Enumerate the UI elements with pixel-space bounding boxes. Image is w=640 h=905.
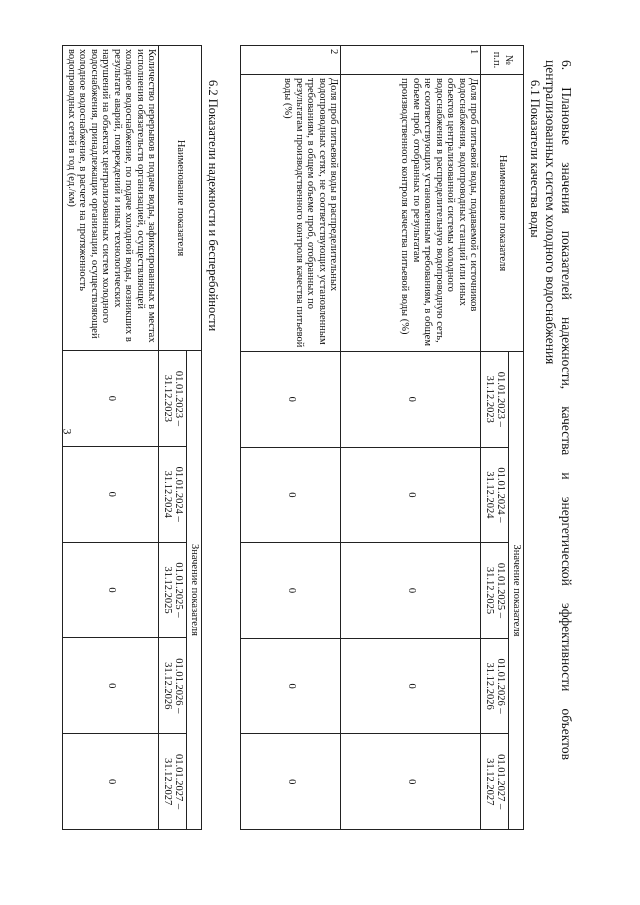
- indicator-value: 0: [241, 543, 341, 639]
- row-number: 1: [341, 46, 481, 75]
- period-header: 01.01.2027 – 31.12.2027: [481, 734, 509, 830]
- col-header-name: Наименование показателя: [159, 46, 202, 351]
- indicator-value: 0: [63, 734, 159, 830]
- table1-caption: 6.1 Показатели качества воды: [528, 80, 542, 238]
- indicator-name: Доля проб питьевой воды в распределительных водопроводных сетях, не соответствующих установленным требованиям, в общем объеме проб, отобранных по результатам производственного контроля качества питьевой воды (%): [241, 75, 341, 352]
- table-row: [63, 46, 159, 830]
- period-header: 01.01.2023 – 31.12.2023: [159, 351, 187, 447]
- col-header-value-group: Значение показателя: [187, 351, 202, 830]
- section-title: 6. Плановые значения показателей надежности, качества и энергетической эффективности объектов: [559, 60, 574, 760]
- indicator-value: 0: [241, 447, 341, 543]
- indicator-value: 0: [341, 352, 481, 448]
- period-header: 01.01.2026 – 31.12.2026: [159, 638, 187, 734]
- col-header-number: № п.п.: [481, 46, 524, 75]
- indicator-value: 0: [63, 351, 159, 447]
- indicator-value: 0: [241, 638, 341, 734]
- indicator-name: Количество перерывов в подаче воды, зафиксированных в местах исполнения обязательств организацией, осуществляющей холодное водоснабжение, по подаче холодной воды, возникших в результате аварий, повреждений и иных технологических нарушений на объектах централизованных систем холодного водоснабжения, принадлежащих организации, осуществляющей холодное водоснабжение, в расчете на протяженность водопроводных сетей в год (ед./км): [63, 46, 159, 351]
- col-header-name: Наименование показателя: [481, 75, 524, 352]
- rotated-page-content: [66, 0, 600, 870]
- indicator-value: 0: [63, 638, 159, 734]
- indicator-value: 0: [241, 352, 341, 448]
- period-header: 01.01.2023 – 31.12.2023: [481, 352, 509, 448]
- reliability-table: [63, 45, 203, 830]
- period-header: 01.01.2025 – 31.12.2025: [159, 542, 187, 638]
- page-number: 3: [60, 428, 75, 435]
- row-number: 2: [241, 46, 341, 75]
- indicator-value: 0: [341, 447, 481, 543]
- table2-caption: 6.2 Показатели надежности и бесперебойности: [206, 80, 220, 332]
- indicator-value: 0: [63, 446, 159, 542]
- section-title-continued: централизованных систем холодного водоснабжения: [543, 60, 558, 365]
- period-header: 01.01.2025 – 31.12.2025: [481, 543, 509, 639]
- indicator-value: 0: [63, 542, 159, 638]
- indicator-value: 0: [341, 638, 481, 734]
- water-quality-table: [241, 45, 525, 830]
- indicator-name: Доля проб питьевой воды, подаваемой с источников водоснабжения, водопроводных станций или иных объектов централизованной системы холодного водоснабжения в распределительную водопроводную сеть, не соответствующих установленным требованиям, в общем объеме проб, отобранных по результатам производственного контроля качества питьевой воды (%): [341, 75, 481, 352]
- period-header: 01.01.2024 – 31.12.2024: [481, 447, 509, 543]
- period-header: 01.01.2027 – 31.12.2027: [159, 734, 187, 830]
- period-header: 01.01.2024 – 31.12.2024: [159, 446, 187, 542]
- table-row: [241, 46, 341, 830]
- col-header-value-group: Значение показателя: [509, 352, 524, 830]
- indicator-value: 0: [341, 734, 481, 830]
- table-row: [341, 46, 481, 830]
- indicator-value: 0: [241, 734, 341, 830]
- period-header: 01.01.2026 – 31.12.2026: [481, 638, 509, 734]
- indicator-value: 0: [341, 543, 481, 639]
